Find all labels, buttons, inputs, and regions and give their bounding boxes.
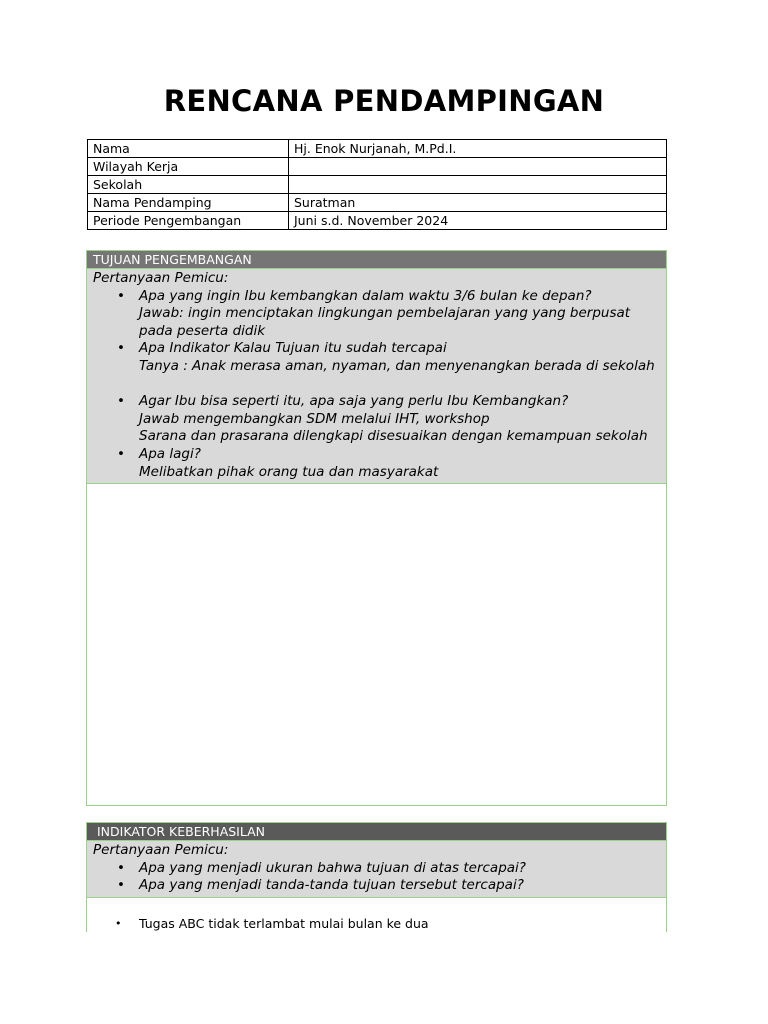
answer-text: Tugas ABC tidak terlambat mulai bulan ke dua xyxy=(139,915,429,931)
spacer xyxy=(139,376,660,394)
question-text: Apa Indikator Kalau Tujuan itu sudah tercapai xyxy=(139,340,447,357)
list-item xyxy=(117,877,660,895)
question-text: Apa yang ingin Ibu kembangkan dalam waktu 3/6 bulan ke depan? xyxy=(139,287,592,304)
prompt-list xyxy=(93,288,660,482)
indikator-prompt xyxy=(87,841,666,898)
bullet-icon: • xyxy=(117,445,125,462)
info-value[interactable]: Hj. Enok Nurjanah, M.Pd.I. xyxy=(289,140,667,158)
info-value[interactable]: Suratman xyxy=(289,194,667,212)
prompt-label: Pertanyaan Pemicu: xyxy=(93,842,229,858)
bullet-icon: • xyxy=(115,916,122,930)
table-row xyxy=(88,176,667,194)
bullet-icon: • xyxy=(117,859,125,876)
tujuan-prompt xyxy=(87,269,666,484)
answer-text: Melibatkan pihak orang tua dan masyarakat xyxy=(139,463,439,480)
table-row xyxy=(88,212,667,230)
table-row xyxy=(88,194,667,212)
indikator-section xyxy=(86,822,667,932)
answer-text: Jawab: ingin menciptakan lingkungan pembelajaran yang yang berpusat pada peserta didik xyxy=(139,305,631,339)
bullet-icon: • xyxy=(117,877,125,894)
question-text: Apa yang menjadi tanda-tanda tujuan tersebut tercapai? xyxy=(139,877,524,894)
indikator-answer-area[interactable] xyxy=(87,898,666,932)
bullet-icon: • xyxy=(117,393,125,410)
tujuan-section xyxy=(86,250,667,806)
prompt-label: Pertanyaan Pemicu: xyxy=(93,270,229,286)
answer-text: Jawab mengembangkan SDM melalui IHT, workshop xyxy=(139,410,490,427)
tujuan-header: TUJUAN PENGEMBANGAN xyxy=(87,251,666,269)
list-item xyxy=(117,393,660,446)
prompt-list xyxy=(93,860,660,895)
page-title: RENCANA PENDAMPINGAN xyxy=(163,84,605,118)
indikator-header: INDIKATOR KEBERHASILAN xyxy=(87,823,666,841)
list-item xyxy=(117,287,660,341)
answer-text: Sarana dan prasarana dilengkapi disesuaikan dengan kemampuan sekolah xyxy=(139,428,648,445)
info-label: Nama Pendamping xyxy=(88,194,289,212)
answer-list xyxy=(87,915,666,932)
bullet-icon: • xyxy=(117,287,125,304)
info-value[interactable]: Juni s.d. November 2024 xyxy=(289,212,667,230)
info-label: Nama xyxy=(88,140,289,158)
info-value[interactable] xyxy=(289,158,667,176)
list-item xyxy=(117,340,660,375)
bullet-icon: • xyxy=(117,340,125,357)
table-row xyxy=(88,158,667,176)
question-text: Apa yang menjadi ukuran bahwa tujuan di atas tercapai? xyxy=(139,859,526,876)
info-label: Wilayah Kerja xyxy=(88,158,289,176)
table-row xyxy=(88,140,667,158)
list-item xyxy=(117,445,660,481)
list-item xyxy=(117,859,660,878)
answer-text: Tanya : Anak merasa aman, nyaman, dan menyenangkan berada di sekolah xyxy=(139,357,655,374)
info-table xyxy=(87,139,667,230)
info-value[interactable] xyxy=(289,176,667,194)
info-label: Periode Pengembangan xyxy=(88,212,289,230)
info-label: Sekolah xyxy=(88,176,289,194)
question-text: Agar Ibu bisa seperti itu, apa saja yang perlu Ibu Kembangkan? xyxy=(139,393,569,410)
list-item xyxy=(115,915,666,932)
question-text: Apa lagi? xyxy=(139,445,201,462)
